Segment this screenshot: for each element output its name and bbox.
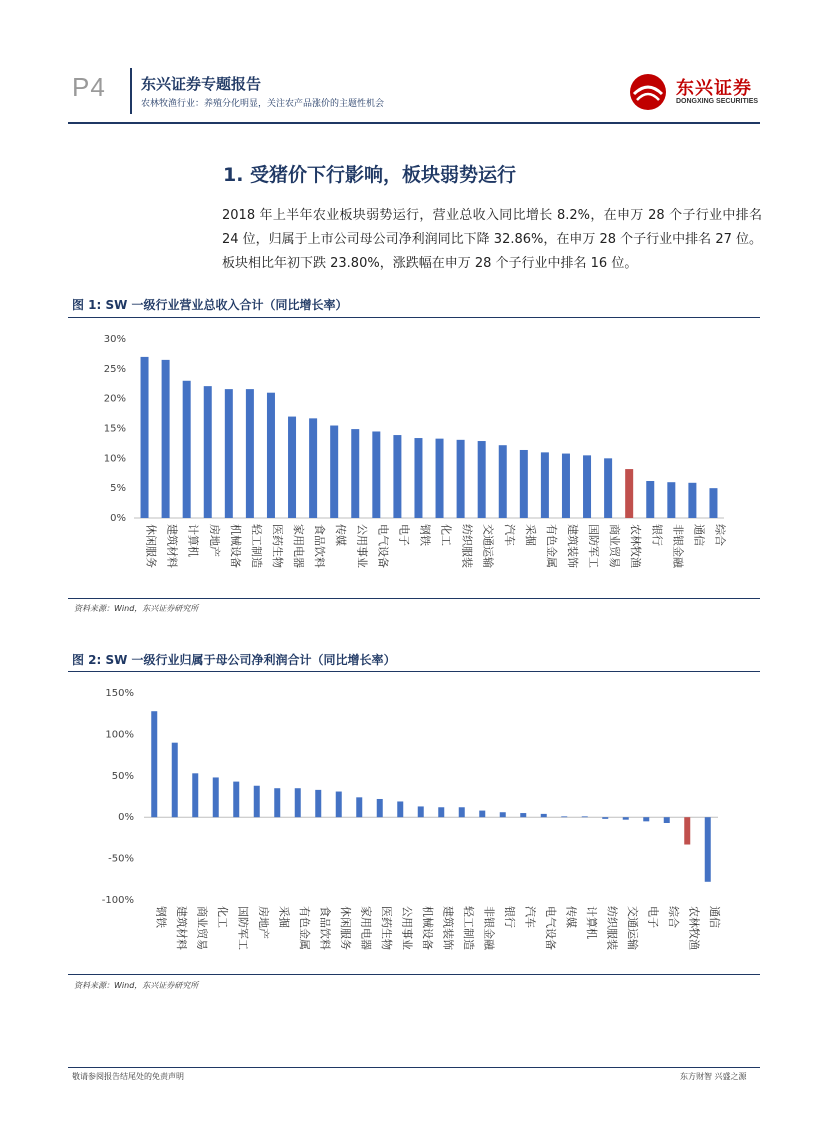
x-tick-label: 公用事业 xyxy=(400,906,414,950)
chart-bar xyxy=(602,817,608,819)
x-tick-label: 食品饮料 xyxy=(318,906,332,950)
chart-bar xyxy=(162,360,170,518)
chart-bar xyxy=(623,817,629,819)
x-tick-label: 纺织服装 xyxy=(605,906,619,950)
page-number: P4 xyxy=(72,72,106,102)
x-tick-label: 计算机 xyxy=(186,524,200,557)
y-tick-label: -100% xyxy=(101,895,134,906)
chart-bar xyxy=(246,389,254,518)
chart-bar xyxy=(562,454,570,518)
chart-bar xyxy=(204,386,212,518)
x-tick-label: 轻工制造 xyxy=(461,906,475,950)
brand-name: 东兴证券 xyxy=(676,78,752,99)
chart-bar xyxy=(393,435,401,518)
x-tick-label: 建筑材料 xyxy=(165,524,179,568)
x-tick-label: 建筑装饰 xyxy=(565,524,579,568)
chart-bar xyxy=(309,418,317,518)
chart-bar xyxy=(478,441,486,518)
header-rule xyxy=(68,122,760,124)
y-tick-label: 10% xyxy=(103,453,126,465)
chart-bar xyxy=(583,455,591,518)
x-tick-label: 传媒 xyxy=(564,906,578,928)
x-tick-label: 传媒 xyxy=(334,524,348,546)
x-tick-label: 机械设备 xyxy=(228,524,242,568)
chart-bar xyxy=(604,458,612,518)
chart-bar xyxy=(254,786,260,817)
report-type-title: 东兴证券专题报告 xyxy=(141,75,262,93)
x-tick-label: 休闲服务 xyxy=(338,906,352,950)
x-tick-label: 医药生物 xyxy=(379,906,393,950)
y-tick-label: 5% xyxy=(110,483,126,495)
x-tick-label: 房地产 xyxy=(256,906,270,939)
chart-bar xyxy=(520,813,526,817)
x-tick-label: 建筑材料 xyxy=(174,906,188,950)
brand-english-name: DONGXING SECURITIES xyxy=(676,98,759,105)
y-tick-label: -50% xyxy=(108,853,134,865)
chart-bar xyxy=(414,438,422,518)
chart-bar xyxy=(582,816,588,817)
y-tick-label: 15% xyxy=(103,423,126,435)
chart-bar xyxy=(351,429,359,518)
y-tick-label: 20% xyxy=(103,393,126,405)
chart-bar xyxy=(625,469,633,518)
chart-bar xyxy=(709,488,717,518)
x-tick-label: 有色金属 xyxy=(544,524,558,568)
figure-2-bottom-rule xyxy=(68,974,760,975)
x-tick-label: 农林牧渔 xyxy=(629,524,643,568)
chart-bar xyxy=(315,790,321,817)
x-tick-label: 汽车 xyxy=(523,906,537,928)
chart-bar xyxy=(377,799,383,817)
chart-bar xyxy=(643,817,649,821)
x-tick-label: 交通运输 xyxy=(481,524,495,568)
chart-bar xyxy=(274,788,280,817)
footer-slogan: 东方财智 兴盛之源 xyxy=(680,1072,747,1081)
figure-2-chart xyxy=(68,674,760,974)
x-tick-label: 采掘 xyxy=(277,906,291,928)
x-tick-label: 交通运输 xyxy=(625,906,639,950)
x-tick-label: 银行 xyxy=(502,906,516,928)
x-tick-label: 计算机 xyxy=(584,906,598,939)
x-tick-label: 电气设备 xyxy=(543,906,557,950)
chart-bar xyxy=(541,814,547,817)
x-tick-label: 家用电器 xyxy=(292,524,306,568)
x-tick-label: 化工 xyxy=(215,906,229,928)
footer-rule xyxy=(68,1067,760,1068)
y-tick-label: 0% xyxy=(118,812,134,824)
x-tick-label: 化工 xyxy=(439,524,453,546)
x-tick-label: 休闲服务 xyxy=(144,524,158,568)
x-tick-label: 商业贸易 xyxy=(608,524,622,568)
y-tick-label: 100% xyxy=(105,729,134,741)
figure-1-source: 资料来源：Wind，东兴证券研究所 xyxy=(74,604,199,613)
chart-bar xyxy=(225,389,233,518)
chart-bar xyxy=(459,807,465,817)
chart-bar xyxy=(356,797,362,817)
x-tick-label: 国防军工 xyxy=(587,524,601,568)
x-tick-label: 非银金融 xyxy=(671,524,685,568)
x-tick-label: 公用事业 xyxy=(355,524,369,568)
chart-bar xyxy=(438,807,444,817)
figure-1-chart xyxy=(68,320,760,598)
header-divider xyxy=(130,68,132,114)
y-tick-label: 150% xyxy=(105,688,134,699)
chart-bar xyxy=(646,481,654,518)
footer-disclaimer: 敬请参阅报告结尾处的免责声明 xyxy=(72,1072,184,1081)
x-tick-label: 电子 xyxy=(397,524,411,546)
x-tick-label: 汽车 xyxy=(502,524,516,546)
figure-1-title: 图 1: SW 一级行业营业总收入合计（同比增长率） xyxy=(72,298,348,312)
x-tick-label: 采掘 xyxy=(523,524,537,546)
chart-bar xyxy=(457,440,465,518)
x-tick-label: 钢铁 xyxy=(154,906,168,928)
chart-bar xyxy=(183,381,191,518)
x-tick-label: 银行 xyxy=(650,524,664,546)
chart-bar xyxy=(141,357,149,518)
chart-bar xyxy=(172,743,178,818)
x-tick-label: 通信 xyxy=(707,906,721,928)
chart-bar xyxy=(541,452,549,518)
x-tick-label: 钢铁 xyxy=(418,524,432,546)
chart-bar xyxy=(667,482,675,518)
chart-bar xyxy=(500,812,506,817)
x-tick-label: 通信 xyxy=(692,524,706,546)
chart-bar xyxy=(151,711,157,817)
x-tick-label: 房地产 xyxy=(207,524,221,557)
chart-bar xyxy=(436,439,444,518)
x-tick-label: 有色金属 xyxy=(297,906,311,950)
chart-bar xyxy=(705,817,711,882)
chart-bar xyxy=(684,817,690,844)
section-paragraph: 2018 年上半年农业板块弱势运行，营业总收入同比增长 8.2%，在申万 28 个子行业中排名 24 位，归属于上市公司母公司净利润同比下降 32.86%，在申万 28 个子行业中排名 27 位。板块相比年初下跌 23.80%，涨跌幅在申万 28 个子行业中排名 16 位。 xyxy=(222,208,762,271)
chart-bar xyxy=(233,782,239,818)
section-title: 1. 受猪价下行影响，板块弱势运行 xyxy=(223,164,517,186)
x-tick-label: 综合 xyxy=(666,906,680,928)
figure-1-top-rule xyxy=(68,317,760,318)
chart-bar xyxy=(688,483,696,518)
chart-bar xyxy=(213,777,219,817)
chart-bar xyxy=(336,792,342,818)
x-tick-label: 商业贸易 xyxy=(195,906,209,950)
chart-bar xyxy=(499,445,507,518)
x-tick-label: 电子 xyxy=(646,906,660,928)
x-tick-label: 电气设备 xyxy=(376,524,390,568)
chart-bar xyxy=(372,431,380,518)
y-tick-label: 0% xyxy=(110,513,126,524)
x-tick-label: 家用电器 xyxy=(359,906,373,950)
x-tick-label: 医药生物 xyxy=(270,524,284,568)
chart-bar xyxy=(192,773,198,817)
chart-bar xyxy=(561,816,567,817)
figure-2-title: 图 2: SW 一级行业归属于母公司净利润合计（同比增长率） xyxy=(72,653,396,667)
x-tick-label: 食品饮料 xyxy=(313,524,327,568)
chart-bar xyxy=(295,788,301,817)
x-tick-label: 机械设备 xyxy=(420,906,434,950)
report-subtitle: 农林牧渔行业：养殖分化明显，关注农产品涨价的主题性机会 xyxy=(141,99,385,109)
x-tick-label: 非银金融 xyxy=(482,906,496,950)
figure-2-top-rule xyxy=(68,671,760,672)
chart-bar xyxy=(267,393,275,518)
figure-1-bottom-rule xyxy=(68,598,760,599)
y-tick-label: 25% xyxy=(103,363,126,375)
y-tick-label: 30% xyxy=(103,334,126,345)
chart-bar xyxy=(397,801,403,817)
chart-bar xyxy=(418,806,424,817)
chart-bar xyxy=(479,811,485,818)
figure-2-source: 资料来源：Wind，东兴证券研究所 xyxy=(74,981,199,990)
chart-bar xyxy=(664,817,670,823)
x-tick-label: 综合 xyxy=(713,524,727,546)
x-tick-label: 轻工制造 xyxy=(249,524,263,568)
x-tick-label: 建筑装饰 xyxy=(441,906,455,950)
chart-bar xyxy=(520,450,528,518)
chart-bar xyxy=(288,417,296,518)
x-tick-label: 农林牧渔 xyxy=(687,906,701,950)
x-tick-label: 国防军工 xyxy=(236,906,250,950)
y-tick-label: 50% xyxy=(111,770,134,782)
x-tick-label: 纺织服装 xyxy=(460,524,474,568)
chart-bar xyxy=(330,426,338,518)
